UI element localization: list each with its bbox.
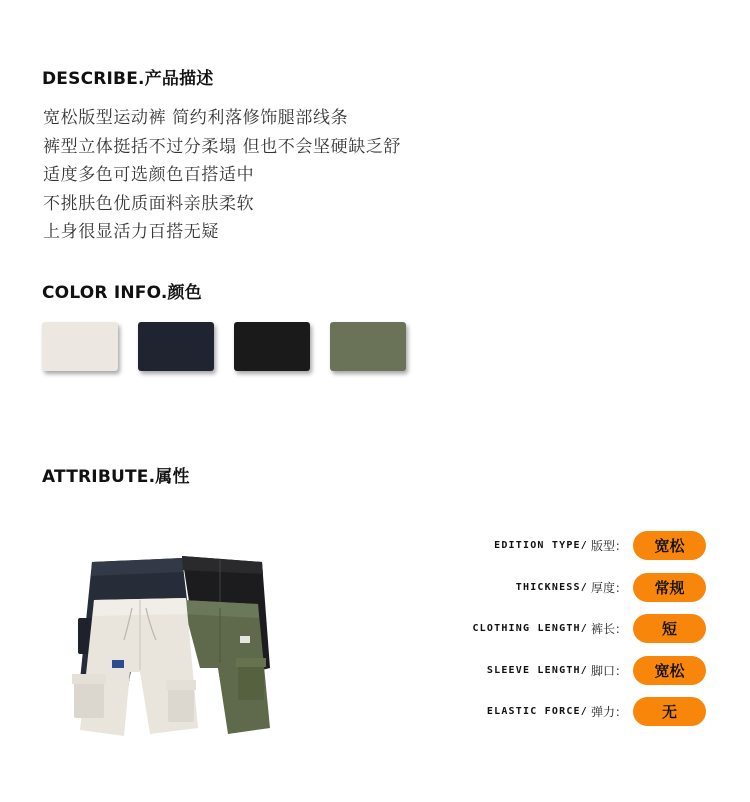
attribute-row-sleeve-length <box>346 656 706 685</box>
attribute-value-badge: 宽松 <box>633 531 706 560</box>
swatch-army-green <box>330 322 406 371</box>
attribute-row-thickness <box>346 573 706 602</box>
description-line: 上身很显活力百搭无疑 <box>43 222 219 242</box>
describe-title: DESCRIBE.产品描述 <box>42 69 214 89</box>
description-line: 宽松版型运动裤 简约利落修饰腿部线条 <box>43 108 349 128</box>
product-image <box>70 548 280 743</box>
attribute-label-cn: 脚口： <box>590 663 627 678</box>
attribute-row-elastic-force <box>346 697 706 726</box>
color-info-title: COLOR INFO.颜色 <box>42 283 202 303</box>
swatch-black <box>234 322 310 371</box>
attribute-title: ATTRIBUTE.属性 <box>42 467 190 487</box>
description-text <box>43 104 401 247</box>
attribute-row-clothing-length <box>346 614 706 643</box>
attribute-list <box>346 531 706 739</box>
swatch-navy <box>138 322 214 371</box>
attribute-label-cn: 版型： <box>590 539 627 553</box>
attribute-label-en: SLEEVE LENGTH/ <box>486 664 588 676</box>
attribute-label-en: CLOTHING LENGTH/ <box>472 623 588 634</box>
attribute-value-badge: 常规 <box>633 573 706 602</box>
attribute-label-en: THICKNESS/ <box>515 581 588 593</box>
description-line: 裤型立体挺括不过分柔塌 但也不会坚硬缺乏舒 <box>43 136 402 157</box>
attribute-row-edition-type <box>346 531 706 560</box>
attribute-label-cn: 弹力： <box>590 705 627 719</box>
attribute-value-badge: 无 <box>633 697 706 726</box>
attribute-label-en: EDITION TYPE/ <box>494 540 588 551</box>
swatch-off-white <box>42 322 118 371</box>
description-line: 适度多色可选颜色百搭适中 <box>43 165 255 185</box>
attribute-label-cn: 裤长： <box>590 622 627 636</box>
attribute-label-en: ELASTIC FORCE/ <box>486 706 588 717</box>
attribute-label-cn: 厚度： <box>590 580 627 595</box>
attribute-value-badge: 宽松 <box>633 656 706 685</box>
attribute-value-badge: 短 <box>633 614 706 643</box>
color-swatches <box>42 322 406 371</box>
description-line: 不挑肤色优质面料亲肤柔软 <box>43 193 255 214</box>
